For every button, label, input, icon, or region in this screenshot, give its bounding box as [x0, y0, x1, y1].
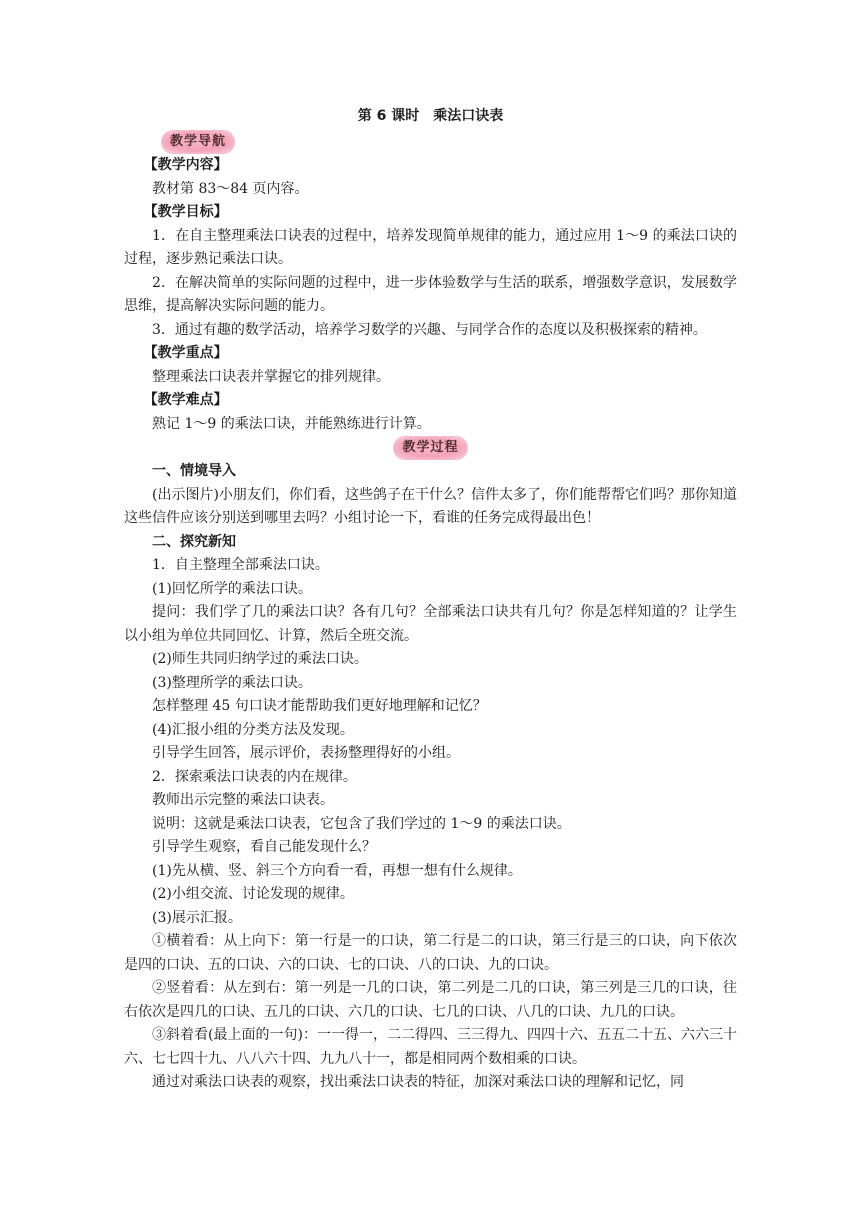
process-banner-row — [124, 436, 737, 460]
step-2h: ②竖着看：从左到右：第一列是一几的口诀，第二列是二几的口诀，第三列是三几的口诀，往右依次是四几的口诀、五几的口诀、六几的口诀、七几的口诀、八几的口诀、九几的口诀。 — [124, 980, 737, 1020]
heading-key-points: 【教学重点】 — [143, 345, 228, 361]
step-1e: 怎样整理 45 句口诀才能帮助我们更好地理解和记忆？ — [152, 698, 487, 714]
step-1d: (3)整理所学的乘法口诀。 — [152, 674, 312, 691]
goal-3: 3．通过有趣的数学活动，培养学习数学的兴趣、与同学合作的态度以及积极探索的精神。 — [152, 321, 707, 338]
step-2e: (2)小组交流、讨论发现的规律。 — [152, 886, 354, 902]
step-1: 1．自主整理全部乘法口诀。 — [152, 557, 329, 573]
intro-text: (出示图片)小朋友们，你们看，这些鸽子在干什么？信件太多了，你们能帮帮它们吗？那你知道这些信件应该分别送到哪里去吗？小组讨论一下，看谁的任务完成得最出色！ — [124, 486, 737, 526]
step-1f: (4)汇报小组的分类方法及发现。 — [152, 721, 354, 738]
content-text: 教材第 83～84 页内容。 — [152, 180, 309, 197]
step-1a: (1)回忆所学的乘法口诀。 — [152, 580, 312, 597]
step-2f: (3)展示汇报。 — [152, 909, 242, 926]
step-2a: 教师出示完整的乘法口诀表。 — [152, 792, 334, 808]
step-2i: ③斜着看(最上面的一句)：一一得一，二二得四、三三得九、四四十六、五五二十五、六六三十六、七七四十九、八八六十四、九九八十一，都是相同两个数相乘的口诀。 — [124, 1027, 737, 1067]
heading-difficulties: 【教学难点】 — [143, 392, 228, 408]
lesson-title: 第 6 课时 乘法口诀表 — [357, 108, 504, 124]
step-2j: 通过对乘法口诀表的观察，找出乘法口诀表的特征，加深对乘法口诀的理解和记忆，同 — [152, 1074, 684, 1090]
document-page — [124, 104, 737, 1095]
difficulties-text: 熟记 1～9 的乘法口诀，并能熟练进行计算。 — [152, 415, 431, 432]
step-1b: 提问：我们学了几的乘法口诀？各有几句？全部乘法口诀共有几句？你是怎样知道的？让学生以小组为单位共同回忆、计算，然后全班交流。 — [124, 604, 737, 644]
goal-1: 1．在自主整理乘法口诀表的过程中，培养发现简单规律的能力，通过应用 1～9 的乘法口诀的过程，逐步熟记乘法口诀。 — [124, 227, 737, 267]
step-2b: 说明：这就是乘法口诀表，它包含了我们学过的 1～9 的乘法口诀。 — [152, 815, 571, 832]
key-points-text: 整理乘法口诀表并掌握它的排列规律。 — [152, 368, 390, 385]
teaching-navigation-banner: 教学导航 — [162, 131, 234, 153]
step-2d: (1)先从横、竖、斜三个方向看一看，再想一想有什么规律。 — [152, 862, 522, 879]
section-explore-heading: 二、探究新知 — [152, 533, 236, 550]
step-1g: 引导学生回答，展示评价，表扬整理得好的小组。 — [152, 745, 460, 761]
goal-2: 2．在解决简单的实际问题的过程中，进一步体验数学与生活的联系，增强数学意识，发展数学思维，提高解决实际问题的能力。 — [124, 274, 737, 314]
step-2c: 引导学生观察，看自己能发现什么？ — [152, 839, 376, 855]
nav-banner-row — [124, 130, 737, 154]
teaching-process-banner: 教学过程 — [394, 437, 466, 459]
heading-content: 【教学内容】 — [143, 157, 228, 173]
step-1c: (2)师生共同归纳学过的乘法口诀。 — [152, 651, 368, 667]
step-2g: ①横着看：从上向下：第一行是一的口诀，第二行是二的口诀，第三行是三的口诀，向下依次是四的口诀、五的口诀、六的口诀、七的口诀、八的口诀、九的口诀。 — [124, 933, 737, 973]
step-2: 2．探索乘法口诀表的内在规律。 — [152, 768, 357, 785]
heading-goals: 【教学目标】 — [143, 204, 228, 220]
section-intro-heading: 一、情境导入 — [152, 463, 236, 479]
